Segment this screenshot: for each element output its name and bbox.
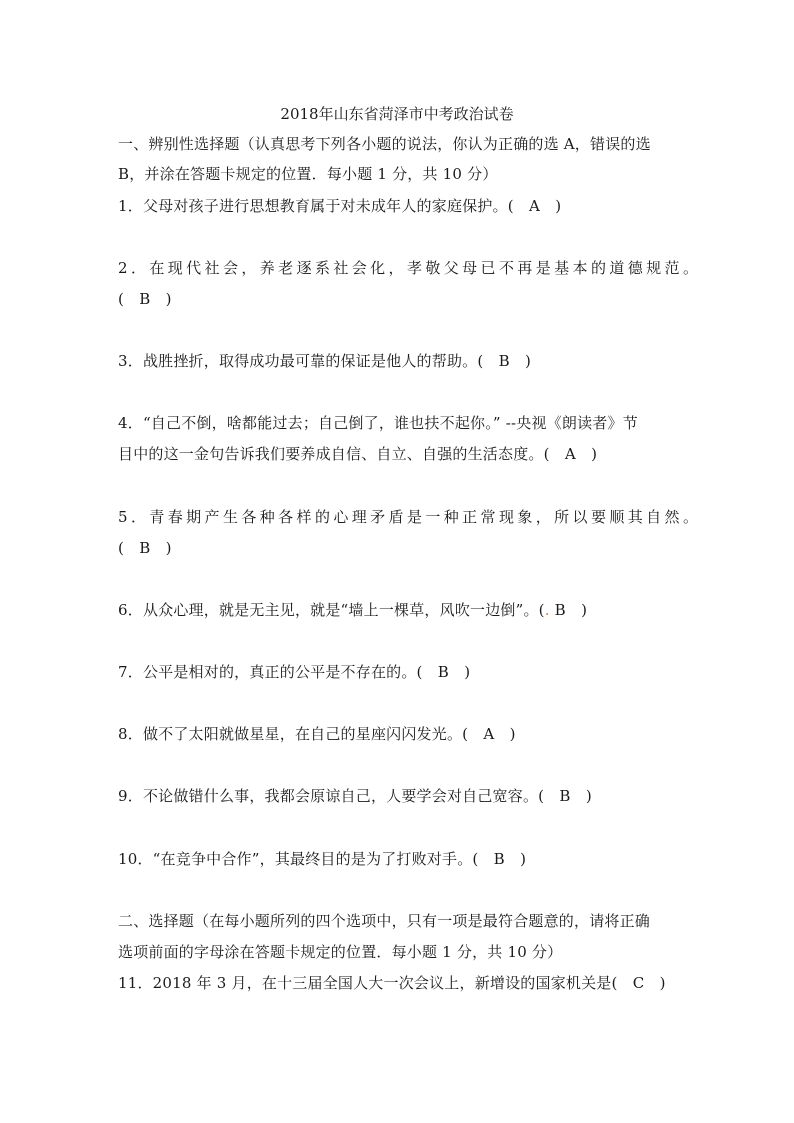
question-4-line2: 目中的这一金句告诉我们要养成自信、自立、自强的生活态度。( A ) — [118, 445, 598, 463]
question-8: 8．做不了太阳就做星星，在自己的星座闪闪发光。( A ) — [118, 725, 516, 743]
question-5-line2: ( B ) — [118, 539, 172, 557]
section2-heading-line1: 二、选择题（在每小题所列的四个选项中，只有一项是最符合题意的，请将正确 — [118, 912, 651, 930]
exam-title: 2018年山东省菏泽市中考政治试卷 — [280, 105, 514, 123]
question-6-mark: . — [544, 601, 550, 619]
question-6-answer: B ) — [549, 601, 588, 619]
section1-heading-line1: 一、辨别性选择题（认真思考下列各小题的说法，你认为正确的选 A，错误的选 — [118, 135, 651, 153]
question-5-line1: 5．青春期产生各种各样的心理矛盾是一种正常现象，所以要顺其自然。 — [118, 508, 702, 526]
question-7: 7．公平是相对的，真正的公平是不存在的。( B ) — [118, 663, 471, 681]
section1-heading-line2: B，并涂在答题卡规定的位置．每小题 1 分，共 10 分） — [118, 165, 498, 183]
question-6 — [118, 600, 587, 620]
question-2-line1: 2．在现代社会，养老逐系社会化，孝敬父母已不再是基本的道德规范。 — [118, 259, 702, 277]
question-3: 3．战胜挫折，取得成功最可靠的保证是他人的帮助。( B ) — [118, 352, 532, 370]
question-10: 10．“在竞争中合作”，其最终目的是为了打败对手。( B ) — [118, 850, 527, 868]
section2-heading-line2: 选项前面的字母涂在答题卡规定的位置．每小题 1 分，共 10 分） — [118, 943, 563, 961]
question-1: 1．父母对孩子进行思想教育属于对未成年人的家庭保护。( A ) — [118, 197, 562, 215]
question-6-text: 6．从众心理，就是无主见，就是“墙上一棵草，风吹一边倒”。( — [118, 601, 545, 619]
question-11: 11．2018 年 3 月，在十三届全国人大一次会议上，新增设的国家机关是( C ) — [118, 974, 666, 992]
question-4-line1: 4．“自己不倒，啥都能过去；自己倒了，谁也扶不起你。” --央视《朗读者》节 — [118, 414, 638, 432]
question-2-line2: ( B ) — [118, 290, 172, 308]
question-9: 9．不论做错什么事，我都会原谅自己，人要学会对自己宽容。( B ) — [118, 787, 592, 805]
